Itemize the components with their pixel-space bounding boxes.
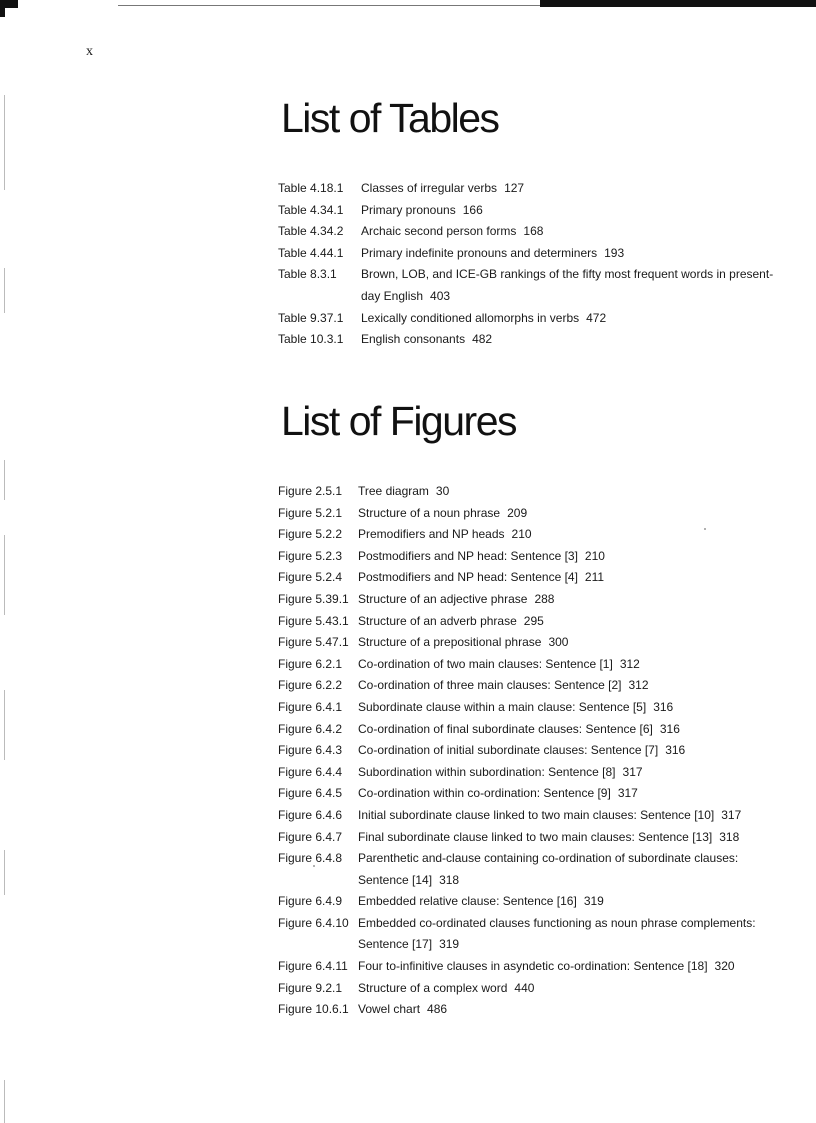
- figure-page-number: 317: [617, 786, 638, 801]
- figure-page-number: 300: [548, 635, 569, 650]
- margin-line: [4, 460, 5, 500]
- figure-number: Figure 6.4.4: [278, 764, 343, 779]
- figure-entry: [278, 956, 788, 978]
- figure-title: Postmodifiers and NP head: Sentence [3]: [358, 548, 578, 563]
- figure-entry: [278, 783, 788, 805]
- table-entry: [278, 221, 788, 243]
- figure-entry-text: [358, 697, 788, 719]
- figure-entry: [278, 978, 788, 1000]
- table-entry: [278, 178, 788, 200]
- figure-number: Figure 5.2.3: [278, 548, 343, 563]
- figure-entry-text: [358, 481, 788, 503]
- table-number: Table 4.44.1: [278, 245, 344, 260]
- figure-title: Postmodifiers and NP head: Sentence [4]: [358, 570, 578, 585]
- table-entry: [278, 308, 788, 330]
- table-entry: [278, 264, 788, 307]
- figure-entry: [278, 503, 788, 525]
- figure-page-number: 316: [665, 743, 686, 758]
- figure-entry: [278, 524, 788, 546]
- figure-page-number: 30: [435, 484, 450, 498]
- figure-number: Figure 6.4.6: [278, 807, 343, 822]
- table-title: Primary indefinite pronouns and determiners: [361, 245, 598, 260]
- table-title: Archaic second person forms: [361, 224, 517, 239]
- top-rule-thick: [540, 0, 816, 7]
- figure-entry: [278, 481, 788, 503]
- figure-page-number: 312: [628, 678, 649, 693]
- table-title: English consonants: [361, 332, 466, 347]
- figure-entry-text: [358, 546, 788, 568]
- figure-entry-text: [358, 654, 788, 676]
- figure-entry: [278, 740, 788, 762]
- figure-number: Figure 9.2.1: [278, 980, 343, 995]
- figure-title: Subordination within subordination: Sentence [8]: [358, 764, 616, 779]
- figure-entry-text: [358, 611, 788, 633]
- figure-title: Co-ordination within co-ordination: Sentence [9]: [358, 786, 611, 801]
- figure-entry-text: [358, 503, 788, 525]
- figure-entry: [278, 589, 788, 611]
- figure-entry: [278, 827, 788, 849]
- figure-page-number: 318: [439, 872, 460, 887]
- figure-entry: [278, 891, 788, 913]
- margin-line: [4, 268, 5, 313]
- table-entry-text: [361, 200, 788, 222]
- figure-entry-text: [358, 805, 788, 827]
- figure-entry-text: [358, 740, 788, 762]
- figure-number: Figure 6.4.1: [278, 699, 343, 714]
- figure-title: Structure of an adjective phrase: [358, 591, 528, 606]
- figure-entry-text: [358, 848, 788, 891]
- top-rule-thin: [118, 5, 548, 6]
- table-page-number: 482: [472, 332, 493, 347]
- table-title: Classes of irregular verbs: [361, 181, 498, 195]
- figure-number: Figure 6.4.5: [278, 786, 343, 801]
- figure-number: Figure 6.2.1: [278, 656, 343, 671]
- table-entry-text: [361, 178, 788, 200]
- table-entry: [278, 329, 788, 351]
- margin-line: [4, 690, 5, 760]
- table-number: Table 10.3.1: [278, 332, 344, 347]
- table-page-number: 193: [604, 245, 625, 260]
- figure-number: Figure 2.5.1: [278, 484, 343, 498]
- table-page-number: 168: [523, 224, 544, 239]
- figure-title: Premodifiers and NP heads: [358, 527, 505, 542]
- figure-entry: [278, 611, 788, 633]
- figure-entry: [278, 913, 788, 956]
- figure-entry-text: [358, 891, 788, 913]
- margin-line: [4, 850, 5, 895]
- figure-number: Figure 6.4.8: [278, 851, 343, 866]
- figure-entry: [278, 546, 788, 568]
- figure-title: Embedded co-ordinated clauses functioning as noun phrase complements: Sentence [17]: [358, 915, 756, 952]
- figure-title: Co-ordination of three main clauses: Sentence [2]: [358, 678, 622, 693]
- figure-title: Co-ordination of two main clauses: Sentence [1]: [358, 656, 613, 671]
- figure-page-number: 288: [534, 591, 555, 606]
- figure-number: Figure 5.39.1: [278, 591, 349, 606]
- figure-page-number: 320: [714, 959, 735, 974]
- margin-line: [4, 535, 5, 615]
- figure-entry-text: [358, 762, 788, 784]
- figure-number: Figure 6.4.2: [278, 721, 343, 736]
- figure-entry-text: [358, 999, 788, 1021]
- figure-number: Figure 6.4.7: [278, 829, 343, 844]
- table-number: Table 9.37.1: [278, 310, 344, 325]
- figure-title: Vowel chart: [358, 1002, 421, 1017]
- figure-entry-text: [358, 567, 788, 589]
- figure-page-number: 312: [619, 656, 640, 671]
- table-page-number: 127: [504, 181, 525, 195]
- table-page-number: 403: [430, 288, 451, 303]
- figure-title: Co-ordination of initial subordinate clauses: Sentence [7]: [358, 743, 659, 758]
- figure-page-number: 211: [584, 570, 605, 585]
- figure-number: Figure 6.4.10: [278, 915, 349, 930]
- figure-title: Embedded relative clause: Sentence [16]: [358, 894, 577, 909]
- figure-page-number: 209: [507, 505, 528, 520]
- figure-title: Structure of an adverb phrase: [358, 613, 517, 628]
- figure-title: Parenthetic and-clause containing co-ordination of subordinate clauses: Sentence [14]: [358, 851, 739, 887]
- table-entry: [278, 243, 788, 265]
- figure-entry-text: [358, 719, 788, 741]
- figure-title: Structure of a complex word: [358, 980, 508, 995]
- figure-title: Tree diagram: [358, 484, 429, 498]
- figure-page-number: 317: [721, 807, 742, 822]
- table-number: Table 4.34.1: [278, 202, 344, 217]
- table-number: Table 4.18.1: [278, 181, 344, 195]
- list-of-figures-heading: List of Figures: [281, 398, 516, 444]
- figure-page-number: 316: [659, 721, 680, 736]
- figure-page-number: 319: [583, 894, 604, 909]
- page-number: x: [86, 44, 93, 59]
- figure-page-number: 210: [584, 548, 605, 563]
- figure-entry: [278, 567, 788, 589]
- figure-title: Subordinate clause within a main clause: Sentence [5]: [358, 699, 647, 714]
- figure-number: Figure 5.43.1: [278, 613, 349, 628]
- figure-entry: [278, 848, 788, 891]
- table-title: Primary pronouns: [361, 202, 456, 217]
- figure-number: Figure 6.4.11: [278, 959, 348, 974]
- figure-page-number: 316: [653, 699, 674, 714]
- figure-title: Co-ordination of final subordinate clauses: Sentence [6]: [358, 721, 653, 736]
- table-entry-text: [361, 308, 788, 330]
- figure-number: Figure 5.2.2: [278, 527, 343, 542]
- figure-entry: [278, 654, 788, 676]
- figure-entry-text: [358, 589, 788, 611]
- figure-entry-text: [358, 956, 788, 978]
- figure-page-number: 210: [511, 527, 532, 542]
- figure-title: Structure of a prepositional phrase: [358, 635, 542, 650]
- figure-page-number: 319: [439, 937, 460, 952]
- figure-number: Figure 5.47.1: [278, 635, 349, 650]
- figure-page-number: 486: [427, 1002, 448, 1017]
- table-entry: [278, 200, 788, 222]
- list-of-tables-heading: List of Tables: [281, 95, 499, 141]
- figure-title: Structure of a noun phrase: [358, 505, 501, 520]
- figure-entry-text: [358, 827, 788, 849]
- figure-title: Four to-infinitive clauses in asyndetic co-ordination: Sentence [18]: [358, 959, 708, 974]
- table-page-number: 472: [586, 310, 607, 325]
- list-of-tables: [278, 178, 788, 351]
- figure-entry: [278, 805, 788, 827]
- figure-entry-text: [358, 913, 788, 956]
- table-page-number: 166: [462, 202, 483, 217]
- figure-number: Figure 5.2.4: [278, 570, 343, 585]
- figure-title: Initial subordinate clause linked to two main clauses: Sentence [10]: [358, 807, 715, 822]
- figure-title: Final subordinate clause linked to two main clauses: Sentence [13]: [358, 829, 713, 844]
- figure-number: Figure 6.4.3: [278, 743, 343, 758]
- table-title: Brown, LOB, and ICE-GB rankings of the fifty most frequent words in present-day English: [361, 267, 774, 303]
- table-title: Lexically conditioned allomorphs in verbs: [361, 310, 580, 325]
- figure-entry: [278, 762, 788, 784]
- figure-number: Figure 10.6.1: [278, 1002, 349, 1017]
- margin-line: [4, 1080, 5, 1123]
- table-entry-text: [361, 264, 788, 307]
- figure-entry-text: [358, 978, 788, 1000]
- table-entry-text: [361, 221, 788, 243]
- figure-page-number: 440: [514, 980, 535, 995]
- figure-entry-text: [358, 524, 788, 546]
- figure-number: Figure 6.4.9: [278, 894, 343, 909]
- table-entry-text: [361, 243, 788, 265]
- figure-number: Figure 6.2.2: [278, 678, 343, 693]
- corner-crop-mark: [0, 0, 18, 8]
- figure-page-number: 295: [523, 613, 544, 628]
- figure-entry-text: [358, 675, 788, 697]
- list-of-figures: [278, 481, 788, 1021]
- figure-entry: [278, 697, 788, 719]
- figure-page-number: 318: [719, 829, 740, 844]
- figure-entry: [278, 675, 788, 697]
- figure-page-number: 317: [622, 764, 643, 779]
- figure-entry: [278, 719, 788, 741]
- table-entry-text: [361, 329, 788, 351]
- figure-number: Figure 5.2.1: [278, 505, 343, 520]
- figure-entry-text: [358, 783, 788, 805]
- figure-entry-text: [358, 632, 788, 654]
- figure-entry: [278, 999, 788, 1021]
- figure-entry: [278, 632, 788, 654]
- margin-line: [4, 95, 5, 190]
- table-number: Table 4.34.2: [278, 224, 344, 239]
- table-number: Table 8.3.1: [278, 267, 337, 282]
